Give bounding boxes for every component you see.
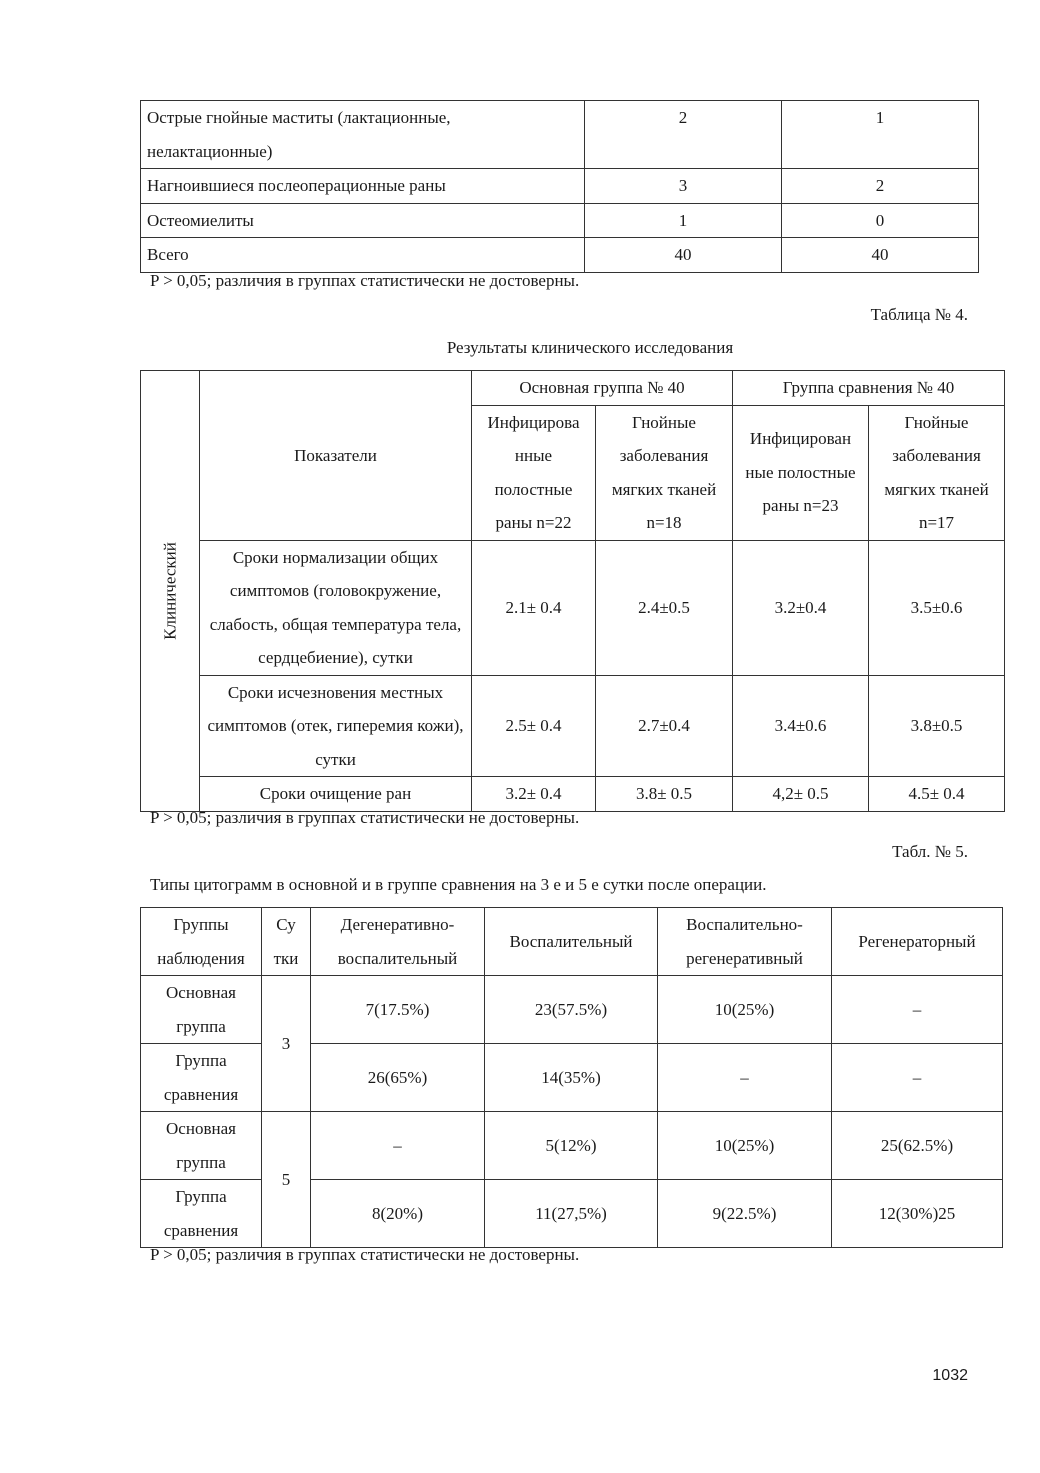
table-cell: 2.7±0.4 xyxy=(596,675,733,777)
header-cell: Воспалительно-регенеративный xyxy=(658,908,832,976)
table-cell: 26(65%) xyxy=(311,1044,485,1112)
table-row xyxy=(141,675,1005,777)
table-row xyxy=(141,540,1005,675)
table-cell: 3.4±0.6 xyxy=(733,675,869,777)
table-5-number: Табл. № 5. xyxy=(892,842,968,861)
table-4-title: Результаты клинического исследования xyxy=(446,338,734,357)
table-row xyxy=(141,238,979,273)
table-cell: 1 xyxy=(782,101,979,169)
table-4-note: P > 0,05; различия в группах статистически не достоверны. xyxy=(150,808,580,827)
table-cell: 0 xyxy=(782,203,979,238)
table-cell: 3 xyxy=(585,169,782,204)
table-cell: 2.5± 0.4 xyxy=(472,675,596,777)
table-cell: 10(25%) xyxy=(658,1112,832,1180)
table-cell: 3.5±0.6 xyxy=(869,540,1005,675)
table-cell: Остеомиелиты xyxy=(141,203,585,238)
table-cell: 3.2± 0.4 xyxy=(472,777,596,812)
table-cell: 2 xyxy=(782,169,979,204)
table-5-title: Типы цитограмм в основной и в группе сравнения на 3 е и 5 е сутки после операции. xyxy=(150,875,767,894)
subheader-cell: Гнойные заболевания мягких тканей n=17 xyxy=(869,405,1005,540)
header-cell: Воспалительный xyxy=(485,908,658,976)
table-3 xyxy=(140,100,979,273)
table-cell: Всего xyxy=(141,238,585,273)
group-cell: Группа сравнения xyxy=(141,1044,262,1112)
table-cell: Острые гнойные маститы (лактационные, нелактационные) xyxy=(141,101,585,169)
table-row xyxy=(141,1112,1003,1180)
group-cell: Основная группа xyxy=(141,1112,262,1180)
table-cell: 25(62.5%) xyxy=(832,1112,1003,1180)
indicators-header: Показатели xyxy=(200,371,472,541)
table-cell: 3.8±0.5 xyxy=(869,675,1005,777)
table-4-number: Таблица № 4. xyxy=(870,305,968,324)
table-3-note: P > 0,05; различия в группах статистически не достоверны. xyxy=(150,271,580,290)
table-row xyxy=(141,101,979,169)
day-cell: 5 xyxy=(262,1112,311,1248)
group-main-header: Основная группа № 40 xyxy=(472,371,733,406)
group-cell: Группа сравнения xyxy=(141,1180,262,1248)
table-header-row xyxy=(141,908,1003,976)
side-label-cell xyxy=(141,371,200,812)
group-cell: Основная группа xyxy=(141,976,262,1044)
table-cell: 11(27,5%) xyxy=(485,1180,658,1248)
subheader-cell: Инфицирован ные полостные раны n=23 xyxy=(733,405,869,540)
table-cell: 9(22.5%) xyxy=(658,1180,832,1248)
table-cell: 2.1± 0.4 xyxy=(472,540,596,675)
table-cell: 4,2± 0.5 xyxy=(733,777,869,812)
header-cell: Дегенеративно-воспалительный xyxy=(311,908,485,976)
header-cell: Су тки xyxy=(262,908,311,976)
table-row xyxy=(141,203,979,238)
table-header-row xyxy=(141,371,1005,406)
table-cell: 12(30%)25 xyxy=(832,1180,1003,1248)
header-cell: Регенераторный xyxy=(832,908,1003,976)
group-comp-header: Группа сравнения № 40 xyxy=(733,371,1005,406)
table-cell: 5(12%) xyxy=(485,1112,658,1180)
table-row xyxy=(141,777,1005,812)
table-cell: 4.5± 0.4 xyxy=(869,777,1005,812)
table-cell: 23(57.5%) xyxy=(485,976,658,1044)
day-cell: 3 xyxy=(262,976,311,1112)
table-row xyxy=(141,169,979,204)
table-cell: 40 xyxy=(782,238,979,273)
page-number: 1032 xyxy=(932,1367,968,1384)
table-cell: 14(35%) xyxy=(485,1044,658,1112)
table-cell: – xyxy=(832,976,1003,1044)
table-cell: Нагноившиеся послеоперационные раны xyxy=(141,169,585,204)
table-5-note: P > 0,05; различия в группах статистически не достоверны. xyxy=(150,1245,580,1264)
table-cell: 40 xyxy=(585,238,782,273)
table-cell: 7(17.5%) xyxy=(311,976,485,1044)
table-cell: 3.2±0.4 xyxy=(733,540,869,675)
table-5 xyxy=(140,907,1003,1248)
table-cell: 10(25%) xyxy=(658,976,832,1044)
subheader-cell: Гнойные заболевания мягких тканей n=18 xyxy=(596,405,733,540)
header-cell: Группы наблюдения xyxy=(141,908,262,976)
table-cell: 1 xyxy=(585,203,782,238)
table-4 xyxy=(140,370,1005,812)
table-cell: 2.4±0.5 xyxy=(596,540,733,675)
table-cell: – xyxy=(658,1044,832,1112)
indicator-label: Сроки нормализации общих симптомов (головокружение, слабость, общая температура тела, сердцебиение), сутки xyxy=(200,540,472,675)
table-cell: 3.8± 0.5 xyxy=(596,777,733,812)
indicator-label: Сроки очищение ран xyxy=(200,777,472,812)
indicator-label: Сроки исчезновения местных симптомов (отек, гиперемия кожи), сутки xyxy=(200,675,472,777)
table-cell: 8(20%) xyxy=(311,1180,485,1248)
table-cell: 2 xyxy=(585,101,782,169)
table-row xyxy=(141,976,1003,1044)
table-cell: – xyxy=(832,1044,1003,1112)
subheader-cell: Инфицирова нные полостные раны n=22 xyxy=(472,405,596,540)
side-label: Клинический xyxy=(160,541,180,640)
table-cell: – xyxy=(311,1112,485,1180)
